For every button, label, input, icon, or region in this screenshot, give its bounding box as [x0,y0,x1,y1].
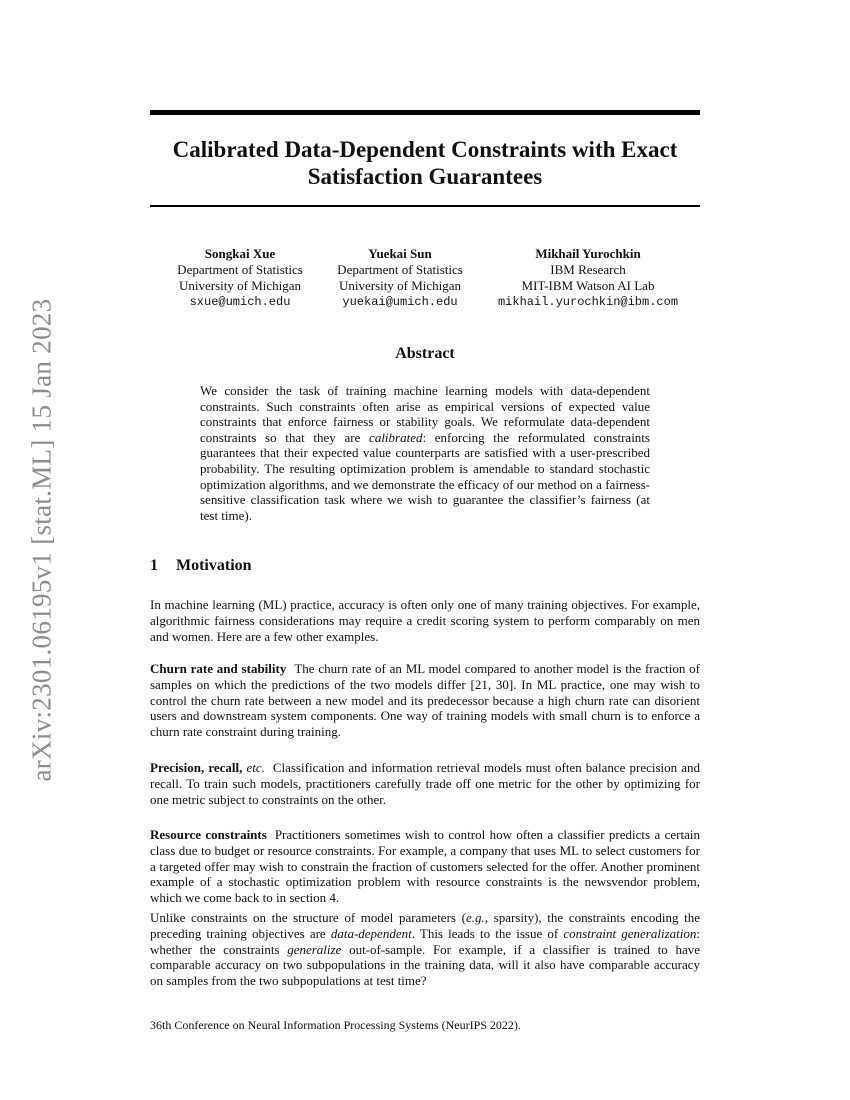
author-institution: University of Michigan [178,278,302,293]
paragraph-resource [150,827,700,906]
title-bottom-rule [150,205,700,207]
author-name: Yuekai Sun [368,246,432,261]
author-email: yuekai@umich.edu [342,295,458,309]
section-heading [150,557,252,575]
paragraph-text: Practitioners sometimes wish to control how often a classifier predicts a certain class due to budget or resource constraints. For example, a company that uses ML to select customers for a targeted offer may wish to constrain the fraction of customers selected for the offer. Another prominent example of a stochastic optimization problem with resource constraints is the newsvendor problem, which we come back to in section 4. [150,827,700,906]
paragraph-intro: In machine learning (ML) practice, accuracy is often only one of many training objectives. For example, algorithmic fairness considerations may require a credit scoring system to perform comparably on men and women. Here are a few other examples. [150,597,700,644]
paragraph-emphasis: generalize [287,941,342,957]
paragraph-run-in-heading: Precision, recall, [150,760,243,775]
abstract-text: We consider the task of training machine learning models with data-dependent constraints. Such constraints often arise as empirical versions of expected value constraints that enforce fairness or stability goals. We reformulate data-dependent constraints so that they are [200,383,650,445]
paper-title: Calibrated Data-Dependent Constraints with Exact Satisfaction Guarantees [172,137,678,189]
author-name: Songkai Xue [204,246,276,261]
paragraph-run-in-etc: etc. [246,760,265,775]
paragraph-text: Unlike constraints on the structure of model parameters ( [150,910,466,925]
author-name: Mikhail Yurochkin [535,246,641,261]
author-email: mikhail.yurochkin@ibm.com [497,295,679,309]
section-title: Motivation [176,557,252,574]
paragraph-text: Classification and information retrieval models must often balance precision and recall. To train such models, practitioners carefully trade off one metric for the other by optimizing for one metric subject to constraints on the other. [150,760,700,807]
author-affiliation: Department of Statistics [177,262,303,277]
paragraph-churn [150,661,700,740]
paragraph-text: . This leads to the issue of [411,925,564,941]
paragraph-text: The churn rate of an ML model compared to another model is the fraction of samples on which the predictions of the two models differ [21, 30]. In ML practice, one may wish to control the churn rate between a new model and its predecessor because a high churn rate can disorient users and downstream system components. One way of training models with small churn is to enforce a churn rate constraint during training. [150,661,700,740]
conference-footnote: 36th Conference on Neural Information Processing Systems (NeurIPS 2022). [150,1018,521,1032]
author-affiliation: Department of Statistics [337,262,463,277]
author-institution: University of Michigan [338,278,462,293]
paragraph-emphasis: constraint generalization [563,925,697,941]
abstract-heading: Abstract [395,345,455,362]
abstract-text: : enforcing the reformulated constraints guarantees that their expected value counterparts are satisfied with a user-prescribed probability. The resulting optimization problem is amendable to standard stochastic optimization algorithms, and we demonstrate the efficacy of our method on a fairness-sensitive classification task where we wish to guarantee the classifier’s fairness (at test time). [200,429,650,523]
paragraph-text: out-of-sample. For example, if a classifier is trained to have comparable accuracy on two subpopulations in the training data, will it also have comparable accuracy on samples from the two subpopulations at test time? [150,941,700,989]
paragraph-text: , sparsity), the constraints encoding the preceding training objectives are [150,910,700,941]
paragraph-emphasis: data-dependent [330,925,412,941]
title-top-rule [150,110,700,115]
author-institution: MIT-IBM Watson AI Lab [521,278,655,293]
paragraph-run-in-heading: Resource constraints [150,827,267,842]
paragraph-constraint-generalization [150,910,700,989]
author-3 [498,246,678,310]
paragraph-text: : whether the constraints [150,925,700,957]
author-1 [177,246,303,310]
abstract-emphasis: calibrated [369,429,423,445]
arxiv-identifier-stamp: arXiv:2301.06195v1 [stat.ML] 15 Jan 2023 [26,298,57,782]
author-affiliation: IBM Research [550,262,626,277]
paragraph-precision-recall [150,760,700,807]
abstract-body [200,383,650,523]
section-number: 1 [150,557,158,574]
paragraph-run-in-heading: Churn rate and stability [150,661,287,676]
paragraph-emphasis: e.g. [465,910,485,925]
author-2 [337,246,463,310]
author-email: sxue@umich.edu [189,295,291,309]
